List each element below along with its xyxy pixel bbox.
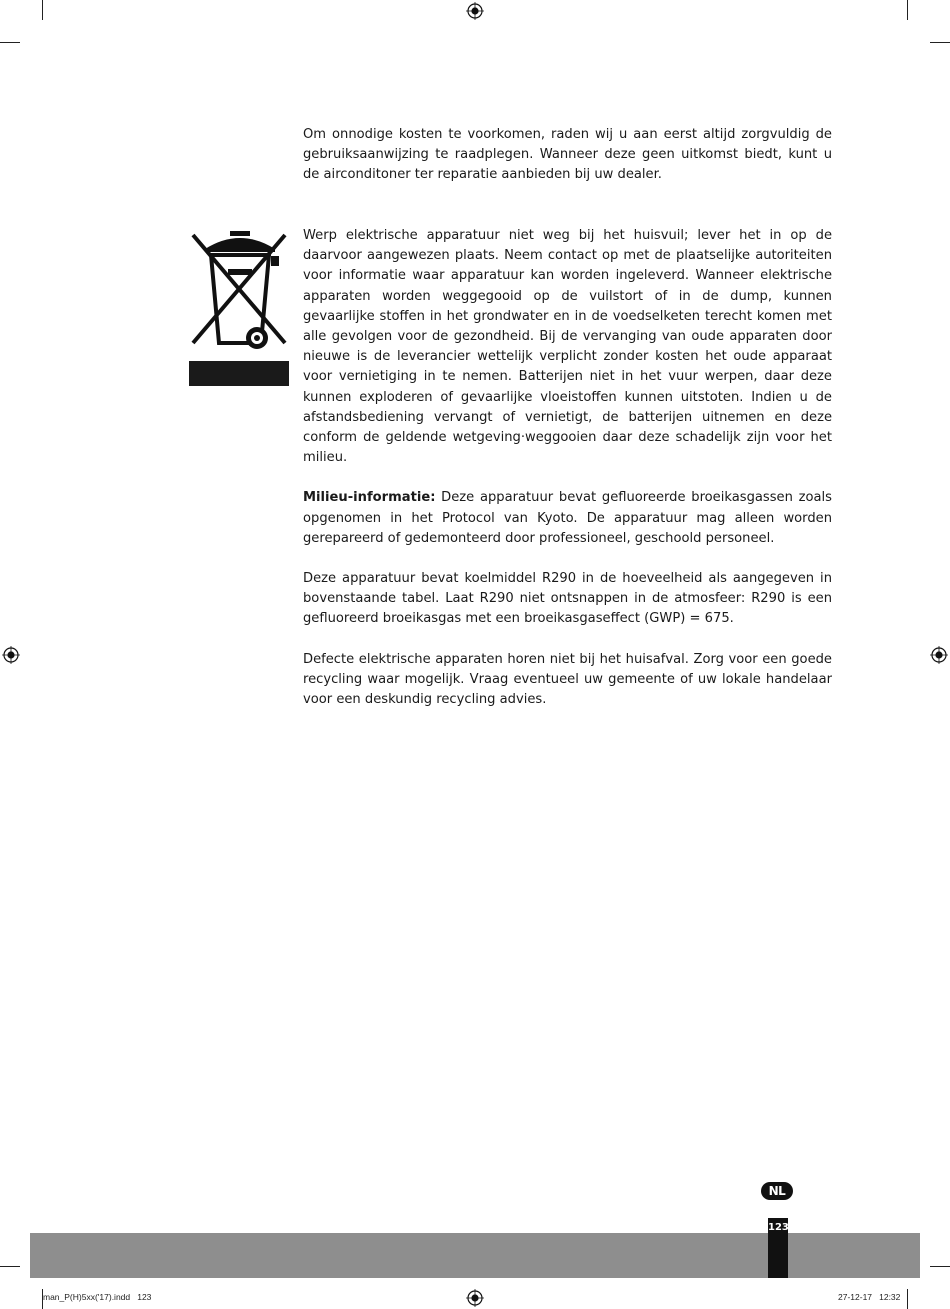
registration-target-icon (2, 646, 20, 664)
page-number: 123 (768, 1222, 789, 1233)
registration-target-icon (930, 646, 948, 664)
crop-mark (930, 1266, 950, 1267)
crop-mark (907, 0, 908, 20)
intro-paragraph: Om onnodige kosten te voorkomen, raden wij u aan eerst altijd zorgvuldig de gebruiksaanwijzing te raadplegen. Wanneer deze geen uitkomst biedt, kunt u de airconditoner ter reparatie aanbieden bij uw dealer. (303, 127, 832, 183)
print-slug-filename: man_P(H)5xx('17).indd 123 (43, 1292, 152, 1302)
crop-mark (907, 1289, 908, 1309)
disposal-section (303, 226, 832, 730)
crossed-out-wheelie-bin-icon (189, 229, 289, 386)
refrigerant-paragraph: Deze apparatuur bevat koelmiddel R290 in de hoeveelheid als aangegeven in bovenstaande tabel. Laat R290 niet ontsnappen in de atmosfeer: R290 is een gefluoreerd broeikasgas met een broeikasgaseffect (GWP) = 675. (303, 571, 832, 627)
crop-mark (930, 42, 950, 43)
crop-mark (0, 42, 20, 43)
registration-target-icon (466, 1289, 484, 1307)
environment-label: Milieu-informatie: (303, 490, 436, 506)
intro-section (303, 125, 832, 186)
crop-mark (42, 0, 43, 20)
registration-target-icon (466, 2, 484, 20)
environment-paragraph (303, 488, 832, 549)
crop-mark (0, 1266, 20, 1267)
language-badge: NL (761, 1182, 793, 1200)
recycling-paragraph: Defecte elektrische apparaten horen niet bij het huisafval. Zorg voor een goede recycling waar mogelijk. Vraag eventueel uw gemeente of uw lokale handelaar voor een deskundig recycling advies. (303, 651, 832, 708)
disposal-paragraph: Werp elektrische apparatuur niet weg bij het huisvuil; lever het in op de daarvoor aangewezen plaats. Neem contact op met de plaatselijke autoriteiten voor informatie waar apparatuur kan worden ingeleverd. Wanneer elektrische apparaten worden weggegooid op de vuilstort of in de dump, kunnen gevaarlijke stoffen in het grondwater en in de voedselketen terecht komen met alle gevolgen voor de gezondheid. Bij de vervanging van oude apparaten door nieuwe is de leverancier wettelijk verplicht zonder kosten het oude apparaat voor vernietiging in te nemen. Batterijen niet in het vuur werpen, daar deze kunnen exploderen of gevaarlijke vloeistoffen kunnen uitstoten. Indien u de afstandsbediening vervangt of vernietigt, de batterijen uitnemen en deze conform de geldende wetgeving·weggooien daar deze schadelijk zijn voor het milieu. (303, 228, 832, 466)
print-slug-timestamp: 27-12-17 12:32 (838, 1292, 901, 1302)
environment-text: Deze apparatuur bevat gefluoreerde broeikasgassen zoals opgenomen in het Protocol van Kyoto. De apparatuur mag alleen worden gerepareerd of gedemonteerd door professioneel, geschoold personeel. (303, 490, 832, 546)
